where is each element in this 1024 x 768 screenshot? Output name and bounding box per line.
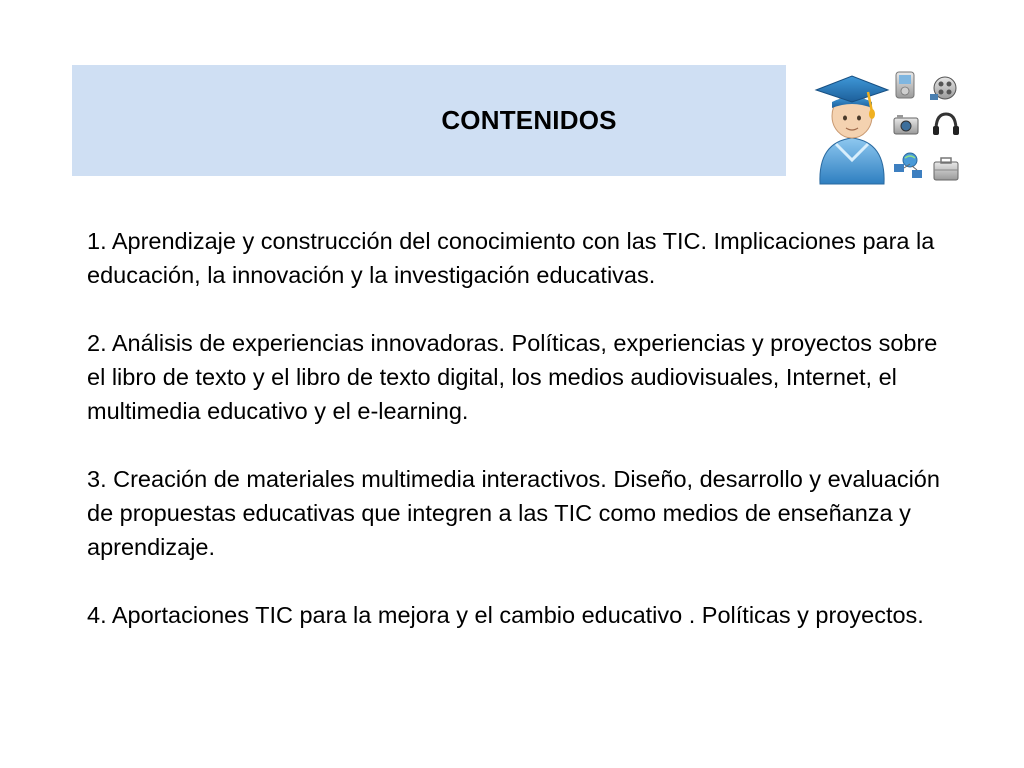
graduate-student-icon xyxy=(816,76,888,184)
contents-list xyxy=(87,224,967,632)
content-item-4: 4. Aportaciones TIC para la mejora y el cambio educativo . Políticas y proyectos. xyxy=(87,602,924,628)
content-item-2: 2. Análisis de experiencias innovadoras. Políticas, experiencias y proyectos sobre el libro de texto y el libro de texto digital, los medios audiovisuales, Internet, el multimedia educativo y el e-learning. xyxy=(87,330,938,424)
slide-title: CONTENIDOS xyxy=(441,105,617,135)
briefcase-icon xyxy=(934,158,958,180)
network-icon xyxy=(894,153,922,178)
headphones-icon xyxy=(933,114,959,135)
camera-icon xyxy=(894,115,918,134)
film-reel-icon xyxy=(930,77,956,100)
title-band xyxy=(72,65,786,176)
media-player-icon xyxy=(896,72,914,98)
content-item-3: 3. Creación de materiales multimedia interactivos. Diseño, desarrollo y evaluación de propuestas educativas que integren a las TIC como medios de enseñanza y aprendizaje. xyxy=(87,466,940,560)
content-item-1: 1. Aprendizaje y construcción del conocimiento con las TIC. Implicaciones para la educación, la innovación y la investigación educativas. xyxy=(87,228,935,288)
education-illustration xyxy=(806,64,966,188)
